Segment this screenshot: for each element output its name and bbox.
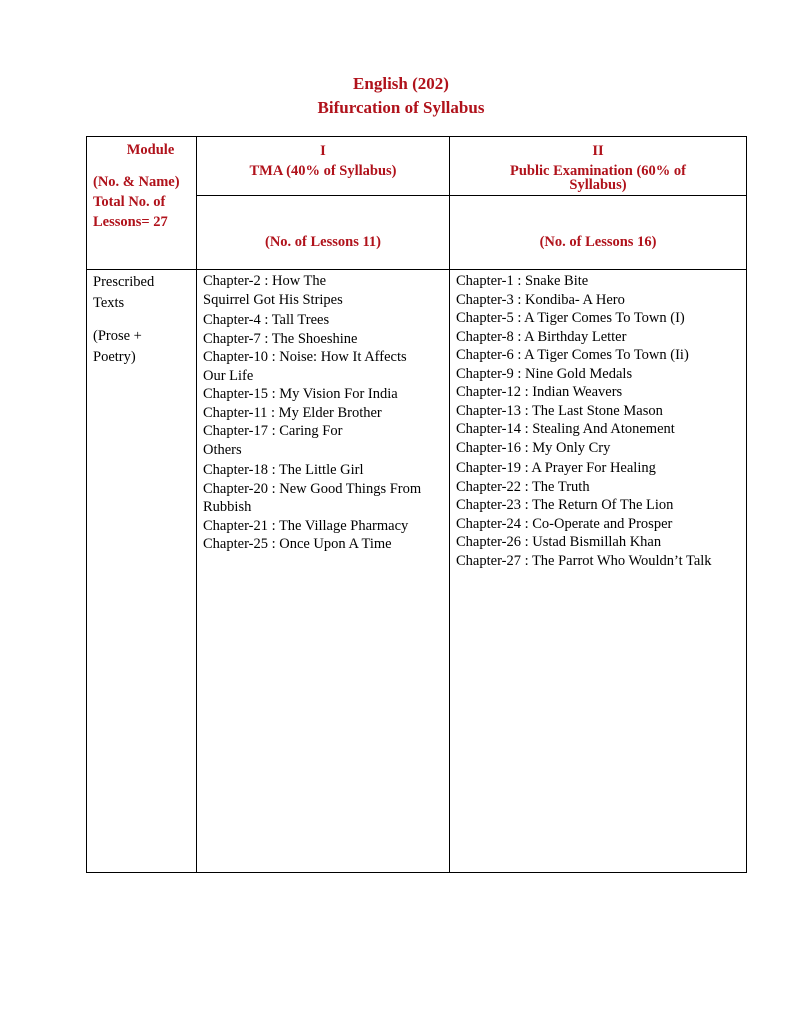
chapter-item: Chapter-22 : The Truth — [456, 478, 590, 495]
chapter-item: Chapter-4 : Tall Trees — [203, 312, 330, 328]
chapter-item: Chapter-17 : Caring For — [203, 423, 343, 439]
tma-lessons-cell — [197, 196, 450, 270]
texts-label: Texts — [93, 295, 125, 311]
module-label: Module — [126, 142, 175, 158]
chapter-item: Chapter-8 : A Birthday Letter — [456, 328, 627, 345]
module-header-cell — [87, 137, 197, 270]
chapter-item: Chapter-20 : New Good Things From — [203, 480, 422, 497]
exam-roman-numeral: II — [592, 143, 604, 159]
chapter-item: Chapter-19 : A Prayer For Healing — [456, 460, 656, 476]
prescribed-label: Prescribed — [93, 274, 155, 290]
chapter-item: Chapter-23 : The Return Of The Lion — [456, 497, 674, 513]
chapter-item: Chapter-7 : The Shoeshine — [203, 330, 358, 347]
exam-chapters-cell — [450, 270, 747, 873]
exam-label-line1: Public Examination (60% of — [509, 163, 687, 179]
chapter-item: Squirrel Got His Stripes — [203, 291, 343, 308]
chapter-item: Chapter-21 : The Village Pharmacy — [203, 517, 409, 534]
chapter-item: Chapter-26 : Ustad Bismillah Khan — [456, 534, 662, 550]
chapter-item: Chapter-15 : My Vision For India — [203, 386, 398, 402]
exam-label-line2: Syllabus) — [569, 177, 627, 193]
chapter-item: Others — [203, 441, 242, 458]
chapter-item: Rubbish — [203, 499, 252, 515]
tma-header-cell — [197, 137, 450, 196]
document-subtitle: Bifurcation of Syllabus — [317, 98, 485, 117]
exam-lessons-count: (No. of Lessons 16) — [539, 234, 657, 250]
chapter-item: Chapter-13 : The Last Stone Mason — [456, 402, 663, 419]
chapter-item: Chapter-14 : Stealing And Atonement — [456, 421, 675, 437]
tma-lessons-count: (No. of Lessons 11) — [264, 234, 381, 250]
tma-label: TMA (40% of Syllabus) — [249, 163, 397, 179]
exam-header-cell — [450, 137, 747, 196]
exam-chapter-list — [450, 270, 746, 570]
total-lessons-value: Lessons= 27 — [93, 214, 168, 230]
prose-label: (Prose + — [93, 328, 142, 344]
poetry-label: Poetry) — [93, 349, 136, 365]
chapter-item: Chapter-10 : Noise: How It Affects — [203, 349, 407, 365]
chapter-item: Chapter-6 : A Tiger Comes To Town (Ii) — [456, 347, 689, 363]
tma-roman-numeral: I — [320, 143, 326, 159]
chapter-item: Chapter-24 : Co-Operate and Prosper — [456, 515, 673, 532]
module-number-name-label: (No. & Name) — [93, 174, 180, 190]
chapter-item: Our Life — [203, 367, 254, 384]
chapter-item: Chapter-2 : How The — [203, 273, 327, 289]
chapter-item: Chapter-27 : The Parrot Who Wouldn’t Talk — [456, 552, 712, 569]
syllabus-table — [86, 136, 747, 873]
tma-chapters-cell — [197, 270, 450, 873]
prescribed-texts-cell — [87, 270, 197, 873]
total-lessons-label: Total No. of — [93, 194, 166, 210]
chapter-item: Chapter-9 : Nine Gold Medals — [456, 365, 633, 382]
chapter-item: Chapter-1 : Snake Bite — [456, 273, 589, 289]
chapter-item: Chapter-16 : My Only Cry — [456, 439, 611, 456]
chapter-item: Chapter-25 : Once Upon A Time — [203, 536, 392, 552]
tma-chapter-list — [197, 270, 449, 554]
chapter-item: Chapter-5 : A Tiger Comes To Town (I) — [456, 310, 685, 326]
chapter-item: Chapter-12 : Indian Weavers — [456, 384, 623, 400]
chapter-item: Chapter-11 : My Elder Brother — [203, 404, 382, 421]
chapter-item: Chapter-18 : The Little Girl — [203, 462, 364, 478]
document-title: English (202) — [353, 74, 449, 93]
exam-lessons-cell — [450, 196, 747, 270]
chapter-item: Chapter-3 : Kondiba- A Hero — [456, 291, 625, 308]
